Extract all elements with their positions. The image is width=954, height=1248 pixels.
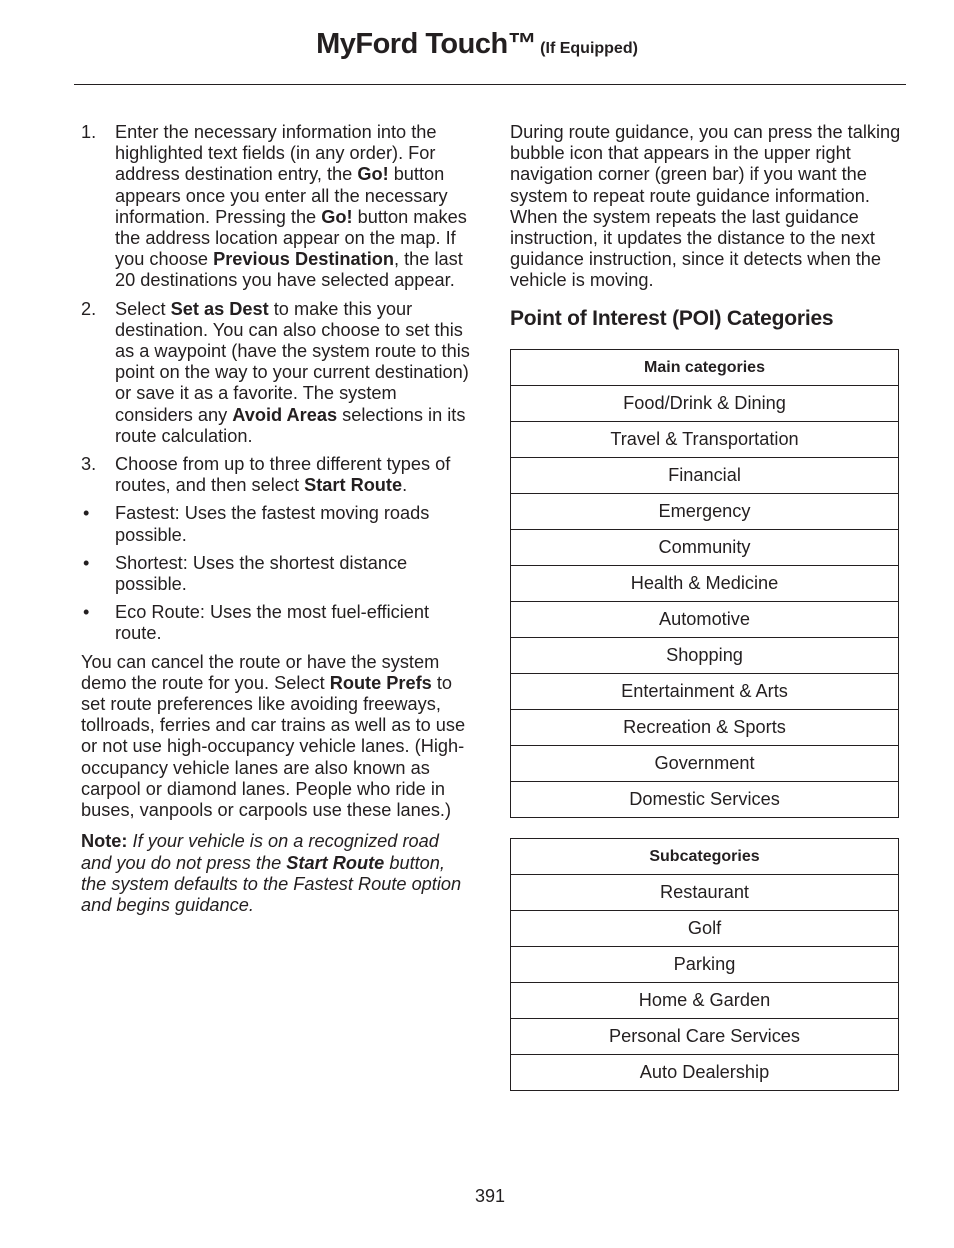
category-cell: Home & Garden <box>511 982 899 1018</box>
bullet-marker: • <box>83 602 90 623</box>
category-cell: Personal Care Services <box>511 1018 899 1054</box>
category-cell: Financial <box>511 457 899 493</box>
list-item-text <box>115 122 473 292</box>
bullet-list-item <box>81 503 473 545</box>
category-cell: Golf <box>511 910 899 946</box>
category-cell: Auto Dealership <box>511 1054 899 1090</box>
category-cell: Community <box>511 529 899 565</box>
bullet-list <box>81 503 473 644</box>
table-row <box>511 781 899 817</box>
subcategories-header: Subcategories <box>511 838 899 874</box>
text-run: button appears once you enter all the necessary information. Pressing the <box>115 164 448 227</box>
text-run: Note: <box>81 831 128 852</box>
category-cell: Emergency <box>511 493 899 529</box>
table-row <box>511 709 899 745</box>
table-row <box>511 910 899 946</box>
bullet-list-item <box>81 602 473 644</box>
text-run: . <box>402 475 408 496</box>
header-divider <box>74 84 906 85</box>
table-row <box>511 457 899 493</box>
text-run: Select <box>115 298 171 319</box>
text-run: selections in its route calculation. <box>115 404 466 446</box>
text-run <box>286 853 384 873</box>
page-title: MyFord Touch™ <box>316 28 537 60</box>
bullet-marker: • <box>83 503 90 524</box>
text-run: Set as Dest <box>170 298 269 319</box>
bullet-text: Fastest: Uses the fastest moving roads possible. <box>115 503 430 545</box>
text-run: Previous Destination <box>213 249 394 270</box>
text-run: Avoid Areas <box>232 404 338 425</box>
table-row <box>511 673 899 709</box>
category-cell: Domestic Services <box>511 781 899 817</box>
table-row <box>511 421 899 457</box>
table-row <box>511 601 899 637</box>
numbered-list <box>81 122 473 496</box>
subcategories-table <box>510 838 899 1091</box>
text-run: to make this your destination. You can also choose to set this as a waypoint (have the system route to this point on the way to your current destination) or save it as a favorite. The system considers any <box>115 298 470 425</box>
left-column <box>81 122 473 926</box>
poi-section-title: Point of Interest (POI) Categories <box>510 306 834 330</box>
table-header-row <box>511 349 899 385</box>
category-cell: Restaurant <box>511 874 899 910</box>
text-run: Enter the necessary information into the highlighted text fields (in any order). For address destination entry, the <box>115 122 437 185</box>
text-run: button makes the address location appear on the map. If you choose <box>115 206 467 270</box>
category-cell: Travel & Transportation <box>511 421 899 457</box>
bullet-text: Shortest: Uses the shortest distance possible. <box>115 552 408 595</box>
text-run: to set route preferences like avoiding freeways, tollroads, ferries and car trains as well as to use or not use high-occupancy vehicle lanes. (High-occupancy vehicle lanes are also known as carpool or diamond lanes. People who ride in buses, vanpools or carpools use these lanes.) <box>81 672 466 821</box>
category-cell: Health & Medicine <box>511 565 899 601</box>
text-run: You can cancel the route or have the system demo the route for you. Select <box>81 651 440 693</box>
category-cell: Parking <box>511 946 899 982</box>
text-run: button, the system defaults to the Fastest Route option and begins guidance. <box>81 852 462 915</box>
category-cell: Automotive <box>511 601 899 637</box>
table-row <box>511 565 899 601</box>
numbered-list-item <box>81 122 473 292</box>
text-run: Choose from up to three different types of routes, and then select <box>115 454 451 496</box>
list-item-text <box>115 454 473 496</box>
text-run: Go! <box>321 206 353 227</box>
list-number: 3. <box>81 454 97 475</box>
category-cell: Shopping <box>511 637 899 673</box>
bullet-marker: • <box>83 552 90 573</box>
bullet-list-item <box>81 553 473 595</box>
numbered-list-item <box>81 299 473 447</box>
table-row <box>511 1054 899 1090</box>
main-categories-table <box>510 349 899 818</box>
table-row <box>511 1018 899 1054</box>
right-column <box>510 122 902 1111</box>
text-run: Start Route <box>304 475 403 496</box>
text-run: If your vehicle is on a recognized road and you do not press the <box>81 831 439 873</box>
page-header <box>0 28 954 61</box>
text-run: , the last 20 destinations you have selected appear. <box>115 249 463 291</box>
list-item-text <box>115 299 473 447</box>
category-cell: Recreation & Sports <box>511 709 899 745</box>
page-number: 391 <box>474 1186 506 1206</box>
numbered-list-item <box>81 454 473 496</box>
table-row <box>511 745 899 781</box>
table-header-row <box>511 838 899 874</box>
page-subtitle: (If Equipped) <box>540 40 638 57</box>
table-row <box>511 529 899 565</box>
table-row <box>511 493 899 529</box>
guidance-intro-paragraph: During route guidance, you can press the talking bubble icon that appears in the upper right navigation corner (green bar) if you want the system to repeat route guidance information. When the system repeats the last guidance instruction, it updates the distance to the next guidance instruction, since it detects when the vehicle is moving. <box>510 122 901 291</box>
table-row <box>511 637 899 673</box>
category-cell: Government <box>511 745 899 781</box>
list-number: 1. <box>81 122 97 142</box>
list-number: 2. <box>81 298 97 319</box>
table-row <box>511 982 899 1018</box>
bullet-text: Eco Route: Uses the most fuel-efficient route. <box>115 602 430 644</box>
main-categories-header: Main categories <box>511 349 899 385</box>
text-run: Go! <box>357 164 389 185</box>
note-paragraph <box>81 831 473 916</box>
table-row <box>511 946 899 982</box>
text-run: Route Prefs <box>329 672 432 693</box>
category-cell: Entertainment & Arts <box>511 673 899 709</box>
table-row <box>511 874 899 910</box>
category-cell: Food/Drink & Dining <box>511 385 899 421</box>
table-row <box>511 385 899 421</box>
text-run: Start Route <box>286 852 385 873</box>
route-prefs-paragraph <box>81 652 473 822</box>
